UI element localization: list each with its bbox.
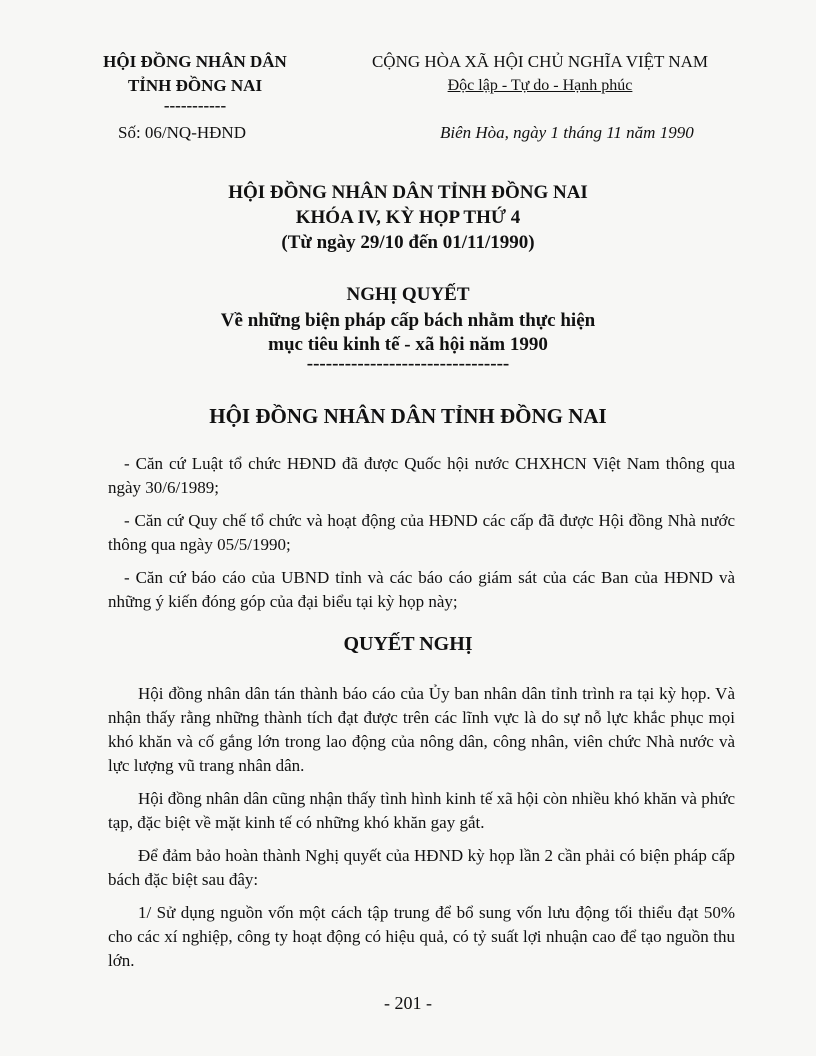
title-divider: --------------------------------	[306, 353, 510, 374]
issuing-organization	[86, 50, 304, 114]
resolution-subject-line2: mục tiêu kinh tế - xã hội năm 1990	[268, 334, 548, 355]
session-dates: (Từ ngày 29/10 đến 01/11/1990)	[281, 232, 535, 253]
org-name-line2: TỈNH ĐỒNG NAI	[127, 76, 263, 95]
resolution-body	[108, 682, 735, 982]
national-header	[350, 50, 730, 98]
resolution-title	[100, 283, 716, 374]
session-term: KHÓA IV, KỲ HỌP THỨ 4	[295, 207, 521, 228]
page-number: - 201 -	[384, 993, 432, 1013]
body-paragraph: 1/ Sử dụng nguồn vốn một cách tập trung để bổ sung vốn lưu động tối thiểu đạt 50% cho các xí nghiệp, công ty hoạt động có hiệu quả, có tỷ suất lợi nhuận cao để tạo nguồn thu lớn.	[108, 903, 735, 970]
org-divider: -----------	[163, 96, 227, 115]
document-number: Số: 06/NQ-HĐND	[118, 123, 246, 142]
session-header	[100, 180, 716, 255]
state-motto: Độc lập - Tự do - Hạnh phúc	[447, 77, 633, 94]
body-paragraph: Để đảm bảo hoàn thành Nghị quyết của HĐND kỳ họp lần 2 cần phải có biện pháp cấp bách đặc biệt sau đây:	[108, 846, 735, 889]
basis-item: - Căn cứ báo cáo của UBND tỉnh và các báo cáo giám sát của các Ban của HĐND và những ý kiến đóng góp của đại biểu tại kỳ họp này;	[108, 568, 735, 611]
resolution-type: NGHỊ QUYẾT	[346, 284, 470, 305]
council-heading: HỘI ĐỒNG NHÂN DÂN TỈNH ĐỒNG NAI	[209, 404, 607, 428]
session-council: HỘI ĐỒNG NHÂN DÂN TỈNH ĐỒNG NAI	[228, 182, 588, 203]
body-paragraph: Hội đồng nhân dân cũng nhận thấy tình hình kinh tế xã hội còn nhiều khó khăn và phức tạp, đặc biệt về mặt kinh tế có những khó khăn gay gắt.	[108, 789, 735, 832]
org-name-line1: HỘI ĐỒNG NHÂN DÂN	[103, 52, 287, 71]
body-paragraph: Hội đồng nhân dân tán thành báo cáo của Ủy ban nhân dân tỉnh trình ra tại kỳ họp. Và nhận thấy rằng những thành tích đạt được trên các lĩnh vực là do sự nỗ lực khắc phục mọi khó khăn và cố gắng lớn trong lao động của nông dân, công nhân, viên chức Nhà nước và lực lượng vũ trang nhân dân.	[108, 684, 735, 775]
resolution-subject-line1: Về những biện pháp cấp bách nhằm thực hiện	[220, 310, 596, 331]
place-and-date: Biên Hòa, ngày 1 tháng 11 năm 1990	[440, 123, 694, 142]
basis-item: - Căn cứ Quy chế tổ chức và hoạt động của HĐND các cấp đã được Hội đồng Nhà nước thông qua ngày 05/5/1990;	[108, 511, 735, 554]
basis-item: - Căn cứ Luật tổ chức HĐND đã được Quốc hội nước CHXHCN Việt Nam thông qua ngày 30/6/1989;	[108, 454, 735, 497]
legal-bases	[108, 452, 735, 623]
state-name: CỘNG HÒA XÃ HỘI CHỦ NGHĨA VIỆT NAM	[371, 52, 709, 71]
resolve-heading: QUYẾT NGHỊ	[343, 633, 473, 655]
